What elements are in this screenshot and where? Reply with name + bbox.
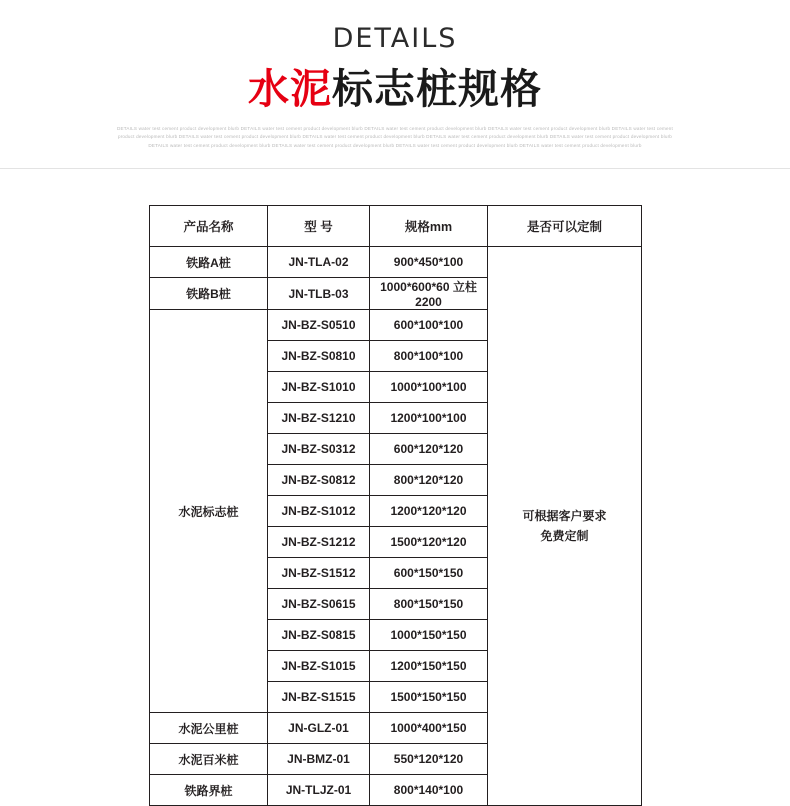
cell-size: 550*120*120 [370, 744, 488, 775]
cell-size: 800*140*100 [370, 775, 488, 806]
spec-table-wrapper [149, 205, 641, 806]
cell-size: 1000*100*100 [370, 372, 488, 403]
cell-model: JN-TLB-03 [268, 278, 370, 310]
custom-note-line1: 可根据客户要求 [522, 508, 607, 523]
cell-model: JN-BZ-S1010 [268, 372, 370, 403]
cell-size: 1000*600*60 立柱2200 [370, 278, 488, 310]
cell-size: 800*100*100 [370, 341, 488, 372]
page-title-rest: 标志桩规格 [332, 65, 542, 112]
cell-custom-note [488, 247, 642, 806]
table-header-row [150, 206, 642, 247]
page-title-accent: 水泥 [248, 65, 332, 112]
cell-size: 600*150*150 [370, 558, 488, 589]
cell-size: 600*120*120 [370, 434, 488, 465]
column-header-name: 产品名称 [150, 206, 268, 247]
cell-size: 1200*150*150 [370, 651, 488, 682]
page-header [0, 0, 790, 150]
cell-model: JN-BZ-S1012 [268, 496, 370, 527]
cell-size: 1000*400*150 [370, 713, 488, 744]
cell-product-name: 水泥百米桩 [150, 744, 268, 775]
header-divider [0, 168, 790, 169]
cell-product-name: 铁路B桩 [150, 278, 268, 310]
cell-product-name: 铁路A桩 [150, 247, 268, 278]
cell-model: JN-BZ-S1015 [268, 651, 370, 682]
spec-table-head [150, 206, 642, 247]
cell-size: 800*120*120 [370, 465, 488, 496]
column-header-custom: 是否可以定制 [488, 206, 642, 247]
spec-table-body [150, 247, 642, 806]
cell-size: 1000*150*150 [370, 620, 488, 651]
cell-size: 800*150*150 [370, 589, 488, 620]
cell-model: JN-BZ-S0510 [268, 310, 370, 341]
custom-note-line2: 免费定制 [540, 529, 589, 544]
cell-model: JN-BZ-S1210 [268, 403, 370, 434]
page-title [0, 66, 790, 113]
cell-size: 1500*120*120 [370, 527, 488, 558]
cell-size: 1200*100*100 [370, 403, 488, 434]
cell-model: JN-BMZ-01 [268, 744, 370, 775]
header-subtext: DETAILS water test cement product development blurb DETAILS water test cement product development blurb DETAILS water test cement product development blurb DETAILS water test cement product development blurb DETAILS water test cement product development blurb DETAILS water test cement product development blurb DETAILS water test cement product development blurb DETAILS water test cement product development blurb DETAILS water test cement product development blurb DETAILS water test cement product development blurb DETAILS water test cement product development blurb DETAILS water test cement product development blurb DETAILS water test cement product development blurb [116, 125, 674, 148]
cell-model: JN-TLJZ-01 [268, 775, 370, 806]
cell-model: JN-BZ-S0615 [268, 589, 370, 620]
spec-table [149, 205, 642, 806]
eyebrow-title: DETAILS [332, 23, 458, 54]
cell-product-group-label: 水泥标志桩 [150, 310, 268, 713]
cell-model: JN-BZ-S0815 [268, 620, 370, 651]
cell-model: JN-BZ-S1512 [268, 558, 370, 589]
cell-size: 600*100*100 [370, 310, 488, 341]
column-header-size: 规格mm [370, 206, 488, 247]
cell-model: JN-BZ-S1212 [268, 527, 370, 558]
table-row [150, 247, 642, 278]
cell-model: JN-BZ-S0812 [268, 465, 370, 496]
cell-model: JN-TLA-02 [268, 247, 370, 278]
cell-model: JN-GLZ-01 [268, 713, 370, 744]
cell-model: JN-BZ-S1515 [268, 682, 370, 713]
cell-product-name: 铁路界桩 [150, 775, 268, 806]
cell-size: 1500*150*150 [370, 682, 488, 713]
cell-model: JN-BZ-S0810 [268, 341, 370, 372]
cell-size: 900*450*100 [370, 247, 488, 278]
cell-product-name: 水泥公里桩 [150, 713, 268, 744]
cell-size: 1200*120*120 [370, 496, 488, 527]
column-header-model: 型 号 [268, 206, 370, 247]
cell-model: JN-BZ-S0312 [268, 434, 370, 465]
